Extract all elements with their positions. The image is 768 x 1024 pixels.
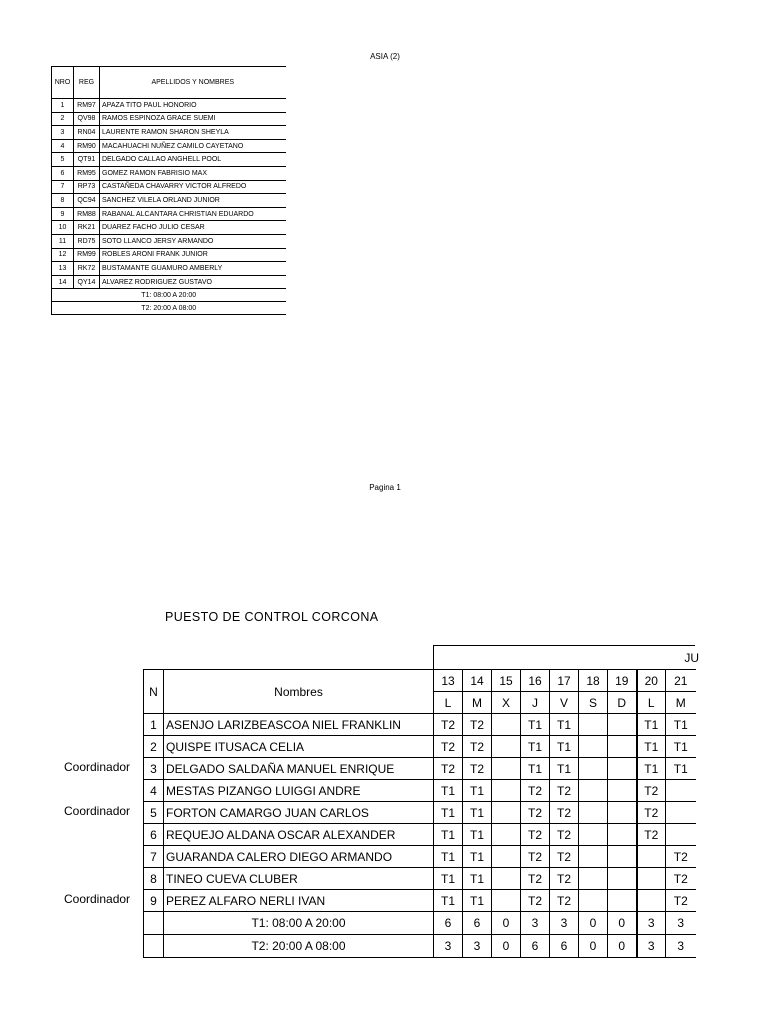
shift-cell bbox=[608, 758, 637, 780]
shift-cell bbox=[666, 802, 696, 824]
shift-cell: T2 bbox=[550, 890, 579, 912]
shift-cell: T2 bbox=[434, 714, 463, 736]
cell-nro: 2 bbox=[52, 112, 74, 126]
table-row bbox=[52, 180, 286, 194]
shift-cell bbox=[608, 802, 637, 824]
shift-cell: T2 bbox=[434, 736, 463, 758]
shift-cell: T1 bbox=[463, 802, 492, 824]
coordinator-label: Coordinador bbox=[64, 892, 131, 906]
day-number: 16 bbox=[521, 670, 550, 692]
cell-name: DELGADO CALLAO ANGHELL POOL bbox=[100, 153, 286, 167]
shift-cell: T2 bbox=[463, 714, 492, 736]
shift-cell: T2 bbox=[666, 890, 696, 912]
cell-nro: 3 bbox=[52, 126, 74, 140]
empty-cell bbox=[144, 935, 164, 958]
shift-cell bbox=[637, 890, 666, 912]
table-row bbox=[144, 802, 696, 824]
shift-cell: T1 bbox=[666, 758, 696, 780]
cell-nro: 14 bbox=[52, 275, 74, 289]
shift-cell: T2 bbox=[637, 802, 666, 824]
shift-cell bbox=[492, 868, 521, 890]
shift-cell: T2 bbox=[637, 780, 666, 802]
total-value: 0 bbox=[492, 912, 521, 935]
shift-cell: T1 bbox=[463, 824, 492, 846]
shift-legend: T2: 20:00 A 08:00 bbox=[52, 302, 286, 315]
header-name: APELLIDOS Y NOMBRES bbox=[100, 67, 286, 99]
table-row bbox=[52, 112, 286, 126]
day-number: 17 bbox=[550, 670, 579, 692]
shift-cell: T1 bbox=[463, 780, 492, 802]
shift-cell bbox=[579, 802, 608, 824]
shift-cell: T1 bbox=[434, 780, 463, 802]
shift-cell bbox=[608, 846, 637, 868]
cell-reg: RM97 bbox=[74, 99, 100, 113]
weekday-letter: X bbox=[492, 692, 521, 714]
total-value: 3 bbox=[550, 912, 579, 935]
weekday-letter: V bbox=[550, 692, 579, 714]
shift-cell bbox=[608, 890, 637, 912]
shift-cell: T1 bbox=[463, 868, 492, 890]
weekday-letter: M bbox=[666, 692, 696, 714]
cell-nro: 1 bbox=[52, 99, 74, 113]
shift-cell: T2 bbox=[521, 802, 550, 824]
shift-cell: T1 bbox=[550, 758, 579, 780]
schedule-table bbox=[143, 669, 696, 958]
table-row bbox=[144, 758, 696, 780]
shift-cell: T1 bbox=[434, 824, 463, 846]
table-row bbox=[52, 275, 286, 289]
shift-cell: T1 bbox=[521, 758, 550, 780]
table-row bbox=[52, 139, 286, 153]
row-number: 4 bbox=[144, 780, 164, 802]
cell-reg: RK21 bbox=[74, 221, 100, 235]
cell-nro: 6 bbox=[52, 166, 74, 180]
sheet-title: ASIA (2) bbox=[370, 52, 400, 61]
total-value: 0 bbox=[492, 935, 521, 958]
weekday-letter: S bbox=[579, 692, 608, 714]
day-number: 19 bbox=[608, 670, 637, 692]
cell-name: APAZA TITO PAUL HONORIO bbox=[100, 99, 286, 113]
shift-cell: T2 bbox=[637, 824, 666, 846]
shift-cell bbox=[579, 736, 608, 758]
day-number: 20 bbox=[637, 670, 666, 692]
table-row bbox=[144, 890, 696, 912]
total-value: 3 bbox=[521, 912, 550, 935]
table-row bbox=[144, 846, 696, 868]
shift-cell: T1 bbox=[434, 802, 463, 824]
table-row bbox=[52, 221, 286, 235]
totals-row bbox=[144, 912, 696, 935]
table-row bbox=[52, 126, 286, 140]
cell-nro: 5 bbox=[52, 153, 74, 167]
day-number: 14 bbox=[463, 670, 492, 692]
cell-reg: RM88 bbox=[74, 207, 100, 221]
table-row bbox=[52, 166, 286, 180]
total-value: 6 bbox=[550, 935, 579, 958]
total-value: 0 bbox=[579, 935, 608, 958]
shift-cell: T1 bbox=[666, 736, 696, 758]
cell-name: ALVAREZ RODRIGUEZ GUSTAVO bbox=[100, 275, 286, 289]
shift-cell: T2 bbox=[550, 824, 579, 846]
shift-cell bbox=[608, 736, 637, 758]
shift-cell bbox=[608, 780, 637, 802]
cell-nro: 11 bbox=[52, 234, 74, 248]
shift-cell bbox=[608, 824, 637, 846]
cell-reg: QT91 bbox=[74, 153, 100, 167]
cell-reg: RM90 bbox=[74, 139, 100, 153]
shift-cell bbox=[637, 846, 666, 868]
header-n: N bbox=[144, 670, 164, 714]
cell-nro: 9 bbox=[52, 207, 74, 221]
shift-cell: T1 bbox=[434, 868, 463, 890]
staff-name: REQUEJO ALDANA OSCAR ALEXANDER bbox=[164, 824, 434, 846]
shift-cell: T1 bbox=[463, 846, 492, 868]
shift-cell: T2 bbox=[666, 868, 696, 890]
shift-cell bbox=[492, 890, 521, 912]
shift-cell: T2 bbox=[550, 802, 579, 824]
row-number: 5 bbox=[144, 802, 164, 824]
day-number: 21 bbox=[666, 670, 696, 692]
cell-reg: RD75 bbox=[74, 234, 100, 248]
cell-name: LAURENTE RAMON SHARON SHEYLA bbox=[100, 126, 286, 140]
shift-cell bbox=[579, 714, 608, 736]
month-header bbox=[433, 645, 699, 669]
totals-label: T1: 08:00 A 20:00 bbox=[164, 912, 434, 935]
table-row bbox=[52, 262, 286, 276]
header-reg: REG bbox=[74, 67, 100, 99]
table-row bbox=[144, 714, 696, 736]
shift-cell: T2 bbox=[463, 736, 492, 758]
totals-label: T2: 20:00 A 08:00 bbox=[164, 935, 434, 958]
table-row bbox=[144, 780, 696, 802]
shift-cell bbox=[492, 802, 521, 824]
staff-name: MESTAS PIZANGO LUIGGI ANDRE bbox=[164, 780, 434, 802]
header-nro: NRO bbox=[52, 67, 74, 99]
total-value: 3 bbox=[666, 935, 696, 958]
shift-cell bbox=[492, 824, 521, 846]
staff-name: DELGADO SALDAÑA MANUEL ENRIQUE bbox=[164, 758, 434, 780]
shift-cell: T1 bbox=[521, 736, 550, 758]
staff-name: QUISPE ITUSACA CELIA bbox=[164, 736, 434, 758]
shift-cell: T1 bbox=[550, 714, 579, 736]
header-row bbox=[144, 670, 696, 692]
staff-name: TINEO CUEVA CLUBER bbox=[164, 868, 434, 890]
shift-cell bbox=[492, 846, 521, 868]
shift-cell bbox=[579, 868, 608, 890]
cell-nro: 8 bbox=[52, 194, 74, 208]
cell-name: ROBLES ARONI FRANK JUNIOR bbox=[100, 248, 286, 262]
coordinator-label: Coordinador bbox=[64, 760, 131, 774]
shift-cell: T2 bbox=[550, 780, 579, 802]
shift-cell bbox=[492, 714, 521, 736]
day-number: 18 bbox=[579, 670, 608, 692]
shift-cell: T2 bbox=[521, 868, 550, 890]
weekday-letter: L bbox=[434, 692, 463, 714]
cell-name: SANCHEZ VILELA ORLAND JUNIOR bbox=[100, 194, 286, 208]
table-row bbox=[144, 824, 696, 846]
cell-reg: RN04 bbox=[74, 126, 100, 140]
totals-row bbox=[144, 935, 696, 958]
row-number: 3 bbox=[144, 758, 164, 780]
cell-reg: RP73 bbox=[74, 180, 100, 194]
shift-cell bbox=[608, 714, 637, 736]
cell-name: CASTAÑEDA CHAVARRY VICTOR ALFREDO bbox=[100, 180, 286, 194]
staff-name: FORTON CAMARGO JUAN CARLOS bbox=[164, 802, 434, 824]
cell-name: BUSTAMANTE GUAMURO AMBERLY bbox=[100, 262, 286, 276]
cell-nro: 13 bbox=[52, 262, 74, 276]
shift-cell: T2 bbox=[550, 868, 579, 890]
shift-cell bbox=[637, 868, 666, 890]
shift-cell: T1 bbox=[521, 714, 550, 736]
table-row bbox=[52, 248, 286, 262]
shift-cell bbox=[579, 758, 608, 780]
page-number: Pagina 1 bbox=[369, 483, 401, 492]
staff-name: PEREZ ALFARO NERLI IVAN bbox=[164, 890, 434, 912]
shift-cell: T2 bbox=[666, 846, 696, 868]
shift-cell bbox=[492, 736, 521, 758]
weekday-letter: L bbox=[637, 692, 666, 714]
total-value: 3 bbox=[463, 935, 492, 958]
table-row bbox=[52, 153, 286, 167]
shift-cell: T1 bbox=[637, 736, 666, 758]
shift-cell: T1 bbox=[550, 736, 579, 758]
cell-reg: QC94 bbox=[74, 194, 100, 208]
cell-nro: 10 bbox=[52, 221, 74, 235]
roster-table bbox=[51, 66, 286, 315]
schedule-title: PUESTO DE CONTROL CORCONA bbox=[165, 610, 379, 624]
total-value: 6 bbox=[434, 912, 463, 935]
cell-reg: RM99 bbox=[74, 248, 100, 262]
staff-name: ASENJO LARIZBEASCOA NIEL FRANKLIN bbox=[164, 714, 434, 736]
shift-cell: T1 bbox=[434, 890, 463, 912]
cell-name: SOTO LLANCO JERSY ARMANDO bbox=[100, 234, 286, 248]
shift-cell: T1 bbox=[637, 758, 666, 780]
table-row bbox=[52, 234, 286, 248]
cell-reg: RK72 bbox=[74, 262, 100, 276]
table-row bbox=[144, 736, 696, 758]
cell-nro: 12 bbox=[52, 248, 74, 262]
cell-name: MACAHUACHI NUÑEZ CAMILO CAYETANO bbox=[100, 139, 286, 153]
shift-cell: T2 bbox=[434, 758, 463, 780]
staff-name: GUARANDA CALERO DIEGO ARMANDO bbox=[164, 846, 434, 868]
total-value: 3 bbox=[434, 935, 463, 958]
shift-cell bbox=[608, 868, 637, 890]
month-label: JU bbox=[684, 651, 699, 665]
weekday-letter: J bbox=[521, 692, 550, 714]
cell-name: RABANAL ALCANTARA CHRISTIAN EDUARDO bbox=[100, 207, 286, 221]
shift-cell bbox=[666, 780, 696, 802]
total-value: 0 bbox=[579, 912, 608, 935]
total-value: 6 bbox=[521, 935, 550, 958]
cell-nro: 4 bbox=[52, 139, 74, 153]
row-number: 8 bbox=[144, 868, 164, 890]
coordinator-label: Coordinador bbox=[64, 804, 131, 818]
cell-nro: 7 bbox=[52, 180, 74, 194]
table-row bbox=[52, 194, 286, 208]
table-row bbox=[144, 868, 696, 890]
row-number: 6 bbox=[144, 824, 164, 846]
total-value: 3 bbox=[637, 912, 666, 935]
table-row bbox=[52, 207, 286, 221]
shift-cell: T2 bbox=[521, 846, 550, 868]
shift-cell bbox=[492, 780, 521, 802]
row-number: 9 bbox=[144, 890, 164, 912]
shift-cell bbox=[492, 758, 521, 780]
shift-cell: T1 bbox=[666, 714, 696, 736]
shift-cell: T1 bbox=[463, 890, 492, 912]
weekday-letter: D bbox=[608, 692, 637, 714]
header-nombres: Nombres bbox=[164, 670, 434, 714]
weekday-letter: M bbox=[463, 692, 492, 714]
cell-name: DUAREZ FACHO JULIO CESAR bbox=[100, 221, 286, 235]
empty-cell bbox=[144, 912, 164, 935]
shift-cell bbox=[666, 824, 696, 846]
row-number: 2 bbox=[144, 736, 164, 758]
table-row bbox=[52, 99, 286, 113]
cell-name: RAMOS ESPINOZA GRACE SUEMI bbox=[100, 112, 286, 126]
cell-reg: QY14 bbox=[74, 275, 100, 289]
total-value: 3 bbox=[666, 912, 696, 935]
shift-cell: T2 bbox=[550, 846, 579, 868]
total-value: 0 bbox=[608, 935, 637, 958]
shift-cell: T2 bbox=[521, 780, 550, 802]
day-number: 15 bbox=[492, 670, 521, 692]
shift-cell: T2 bbox=[521, 890, 550, 912]
shift-cell: T1 bbox=[434, 846, 463, 868]
day-number: 13 bbox=[434, 670, 463, 692]
shift-cell bbox=[579, 780, 608, 802]
shift-cell: T2 bbox=[463, 758, 492, 780]
shift-cell bbox=[579, 846, 608, 868]
total-value: 3 bbox=[637, 935, 666, 958]
total-value: 0 bbox=[608, 912, 637, 935]
shift-cell bbox=[579, 890, 608, 912]
cell-name: GOMEZ RAMON FABRISIO MAX bbox=[100, 166, 286, 180]
shift-legend: T1: 08:00 A 20:00 bbox=[52, 289, 286, 302]
row-number: 1 bbox=[144, 714, 164, 736]
shift-cell: T2 bbox=[521, 824, 550, 846]
cell-reg: RM95 bbox=[74, 166, 100, 180]
row-number: 7 bbox=[144, 846, 164, 868]
shift-cell: T1 bbox=[637, 714, 666, 736]
cell-reg: QV98 bbox=[74, 112, 100, 126]
shift-cell bbox=[579, 824, 608, 846]
total-value: 6 bbox=[463, 912, 492, 935]
